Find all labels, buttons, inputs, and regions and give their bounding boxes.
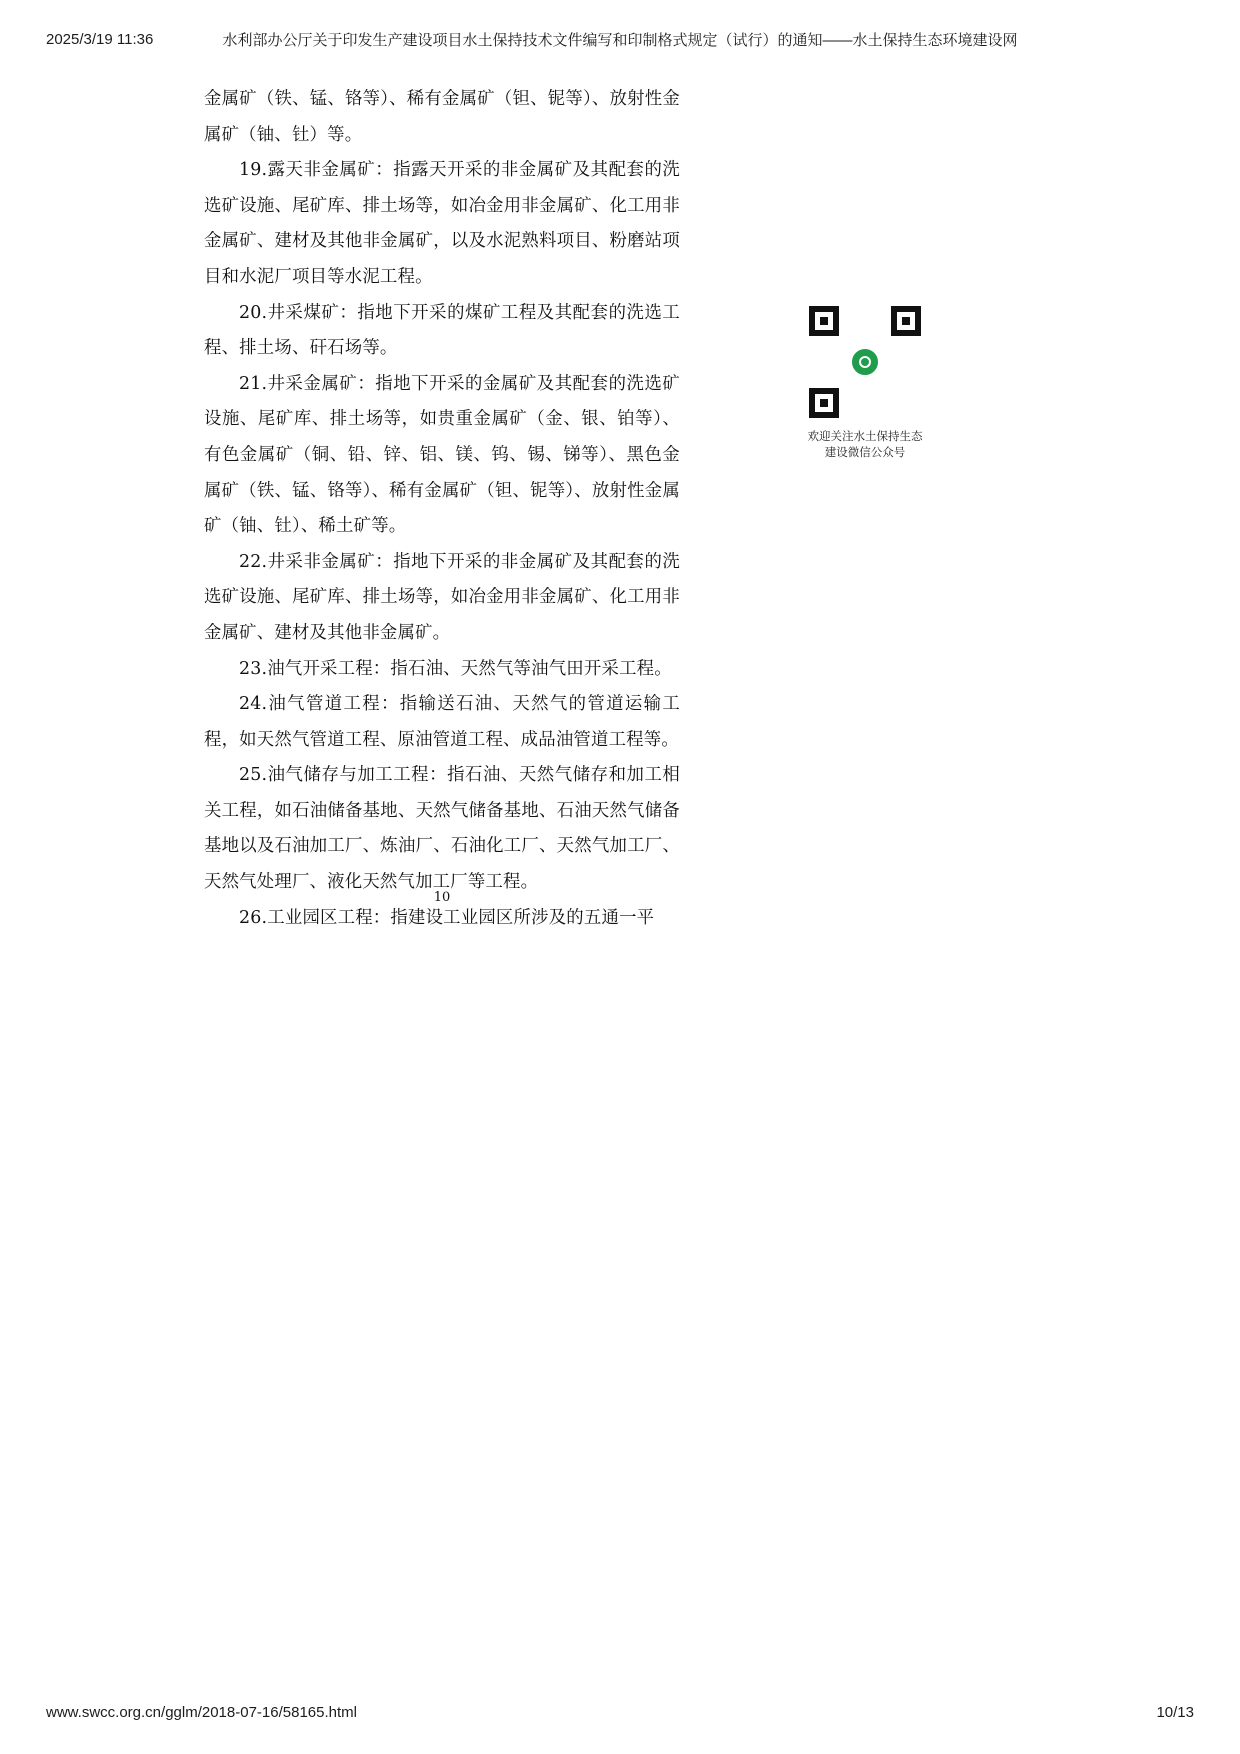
print-page-indicator: 10/13 bbox=[1156, 1704, 1194, 1721]
print-source-url: www.swcc.org.cn/gglm/2018-07-16/58165.html bbox=[46, 1704, 357, 1721]
paragraph-item-26: 26.工业园区工程：指建设工业园区所涉及的五通一平 bbox=[239, 907, 655, 928]
paragraph-item-25: 25.油气储存与加工工程：指石油、天然气储存和加工相关工程，如石油储备基地、天然气储备基地、石油天然气储备基地以及石油加工厂、炼油厂、石油化工厂、天然气加工厂、天然气处理厂、液化天然气加工厂等工程。 bbox=[204, 765, 680, 893]
paragraph-item-20: 20.井采煤矿：指地下开采的煤矿工程及其配套的洗选工程、排土场、矸石场等。 bbox=[204, 302, 680, 359]
paragraph-continued-18: 金属矿（铁、锰、铬等）、稀有金属矿（钽、铌等）、放射性金属矿（铀、钍）等。 bbox=[204, 89, 680, 145]
qr-caption-line-2: 建设微信公众号 bbox=[824, 445, 906, 459]
document-page-number: 10 bbox=[433, 890, 451, 905]
paragraph-item-23: 23.油气开采工程：指石油、天然气等油气田开采工程。 bbox=[239, 658, 672, 679]
wechat-qr-block bbox=[800, 304, 930, 460]
paragraph-item-19: 19.露天非金属矿：指露天开采的非金属矿及其配套的洗选矿设施、尾矿库、排土场等，如冶金用非金属矿、化工用非金属矿、建材及其他非金属矿，以及水泥熟料项目、粉磨站项目和水泥厂项目等水泥工程。 bbox=[204, 160, 680, 287]
document-text-column bbox=[204, 82, 680, 936]
wechat-logo-icon bbox=[849, 346, 881, 378]
browser-print-footer bbox=[0, 1704, 1240, 1726]
print-document-title: 水利部办公厅关于印发生产建设项目水土保持技术文件编写和印制格式规定（试行）的通知——水土保持生态环境建设网 bbox=[222, 31, 1018, 49]
qr-caption-line-1: 欢迎关注水土保持生态 bbox=[807, 429, 923, 443]
browser-print-header bbox=[0, 28, 1240, 50]
qr-finder-top-right bbox=[891, 306, 921, 336]
qr-finder-bottom-left bbox=[809, 388, 839, 418]
document-page bbox=[0, 60, 1240, 1700]
qr-caption bbox=[800, 428, 930, 460]
qr-finder-top-left bbox=[809, 306, 839, 336]
paragraph-item-24: 24.油气管道工程：指输送石油、天然气的管道运输工程，如天然气管道工程、原油管道工程、成品油管道工程等。 bbox=[204, 694, 680, 750]
paragraph-item-21: 21.井采金属矿：指地下开采的金属矿及其配套的洗选矿设施、尾矿库、排土场等，如贵重金属矿（金、银、铂等）、有色金属矿（铜、铅、锌、铝、镁、钨、锡、锑等）、黑色金属矿（铁、锰、铬等）、稀有金属矿（钽、铌等）、放射性金属矿（铀、钍）、稀土矿等。 bbox=[204, 373, 680, 537]
print-timestamp: 2025/3/19 11:36 bbox=[46, 30, 154, 48]
qr-code-icon bbox=[807, 304, 923, 420]
paragraph-item-22: 22.井采非金属矿：指地下开采的非金属矿及其配套的洗选矿设施、尾矿库、排土场等，如冶金用非金属矿、化工用非金属矿、建材及其他非金属矿。 bbox=[204, 551, 680, 643]
